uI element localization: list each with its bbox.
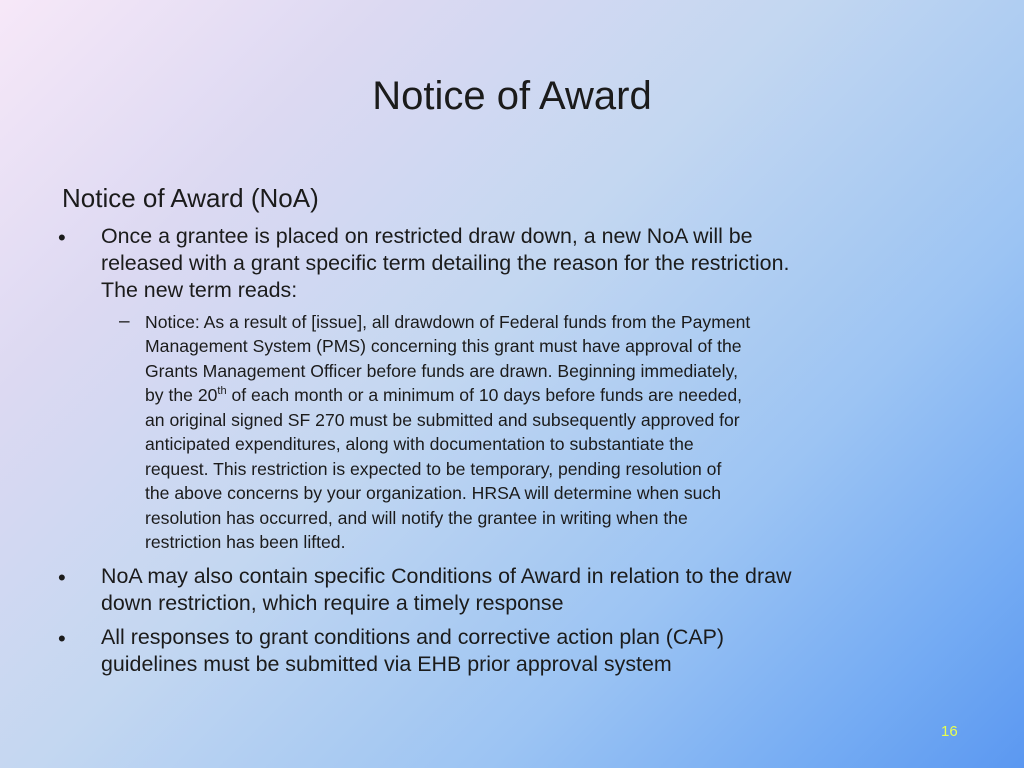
sub-bullet-marker: – [119, 311, 130, 332]
bullet-marker: • [58, 225, 66, 250]
sub-bullet-line-5: an original signed SF 270 must be submitted and subsequently approved for [145, 410, 740, 430]
bullet-1-line-2: released with a grant specific term detailing the reason for the restriction. [101, 251, 790, 275]
bullet-1-line-3: The new term reads: [101, 278, 298, 302]
sub-bullet-line-9: resolution has occurred, and will notify the grantee in writing when the [145, 508, 688, 528]
sub-bullet-line-4 [145, 383, 742, 407]
page-number: 16 [941, 723, 958, 740]
ordinal-superscript: th [217, 385, 227, 397]
sub-bullet-line-2: Management System (PMS) concerning this grant must have approval of the [145, 336, 742, 356]
sub-bullet-line-7: request. This restriction is expected to be temporary, pending resolution of [145, 459, 722, 479]
slide-title: Notice of Award [372, 74, 652, 118]
section-heading: Notice of Award (NoA) [62, 183, 319, 213]
sub-bullet-line-4-pre: by the 20 [145, 385, 218, 405]
sub-bullet-line-1: Notice: As a result of [issue], all drawdown of Federal funds from the Payment [145, 312, 751, 332]
bullet-2-line-1: NoA may also contain specific Conditions of Award in relation to the draw [101, 564, 792, 588]
bullet-marker: • [58, 565, 66, 590]
sub-bullet-line-8: the above concerns by your organization. HRSA will determine when such [145, 483, 722, 503]
bullet-3-line-1: All responses to grant conditions and corrective action plan (CAP) [101, 625, 725, 649]
bullet-marker: • [58, 626, 66, 651]
sub-bullet-line-10: restriction has been lifted. [145, 532, 346, 552]
bullet-2-line-2: down restriction, which require a timely response [101, 591, 564, 615]
sub-bullet-line-3: Grants Management Officer before funds are drawn. Beginning immediately, [145, 361, 738, 381]
sub-bullet-line-4-post: of each month or a minimum of 10 days before funds are needed, [226, 385, 742, 405]
sub-bullet-line-6: anticipated expenditures, along with documentation to substantiate the [145, 434, 694, 454]
bullet-3-line-2: guidelines must be submitted via EHB prior approval system [101, 652, 672, 676]
bullet-1-line-1: Once a grantee is placed on restricted draw down, a new NoA will be [101, 224, 753, 248]
